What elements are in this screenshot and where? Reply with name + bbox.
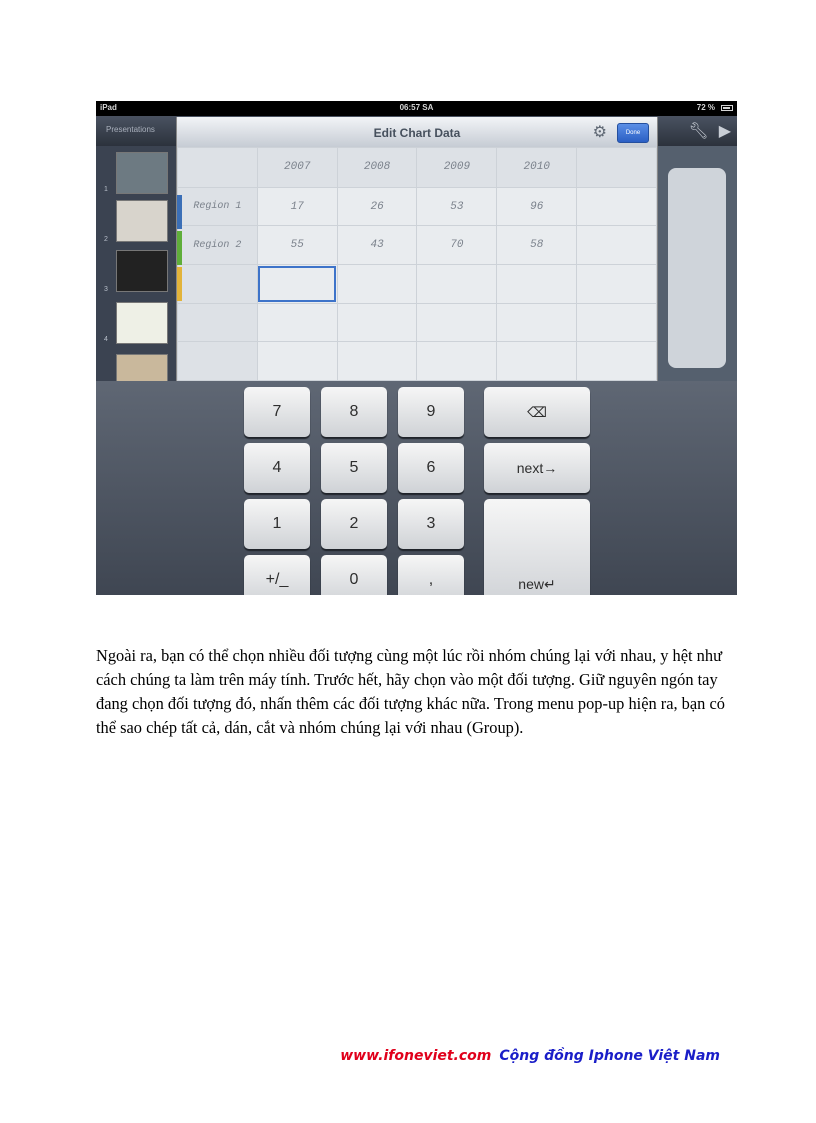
data-cell[interactable] [337, 342, 417, 381]
column-header[interactable]: 2007 [257, 148, 337, 188]
clock: 06:57 SA [399, 103, 434, 112]
data-cell[interactable]: 53 [417, 187, 497, 226]
table-row [178, 265, 657, 304]
chart-data-grid [177, 147, 657, 381]
data-cell[interactable]: 17 [257, 187, 337, 226]
column-header[interactable]: 2008 [337, 148, 417, 188]
comma-key[interactable]: , [398, 555, 464, 595]
data-cell[interactable] [337, 265, 417, 304]
slide-number: 2 [104, 236, 108, 243]
key-3[interactable]: 3 [398, 499, 464, 549]
key-8[interactable]: 8 [321, 387, 387, 437]
plus-minus-key[interactable]: +/_ [244, 555, 310, 595]
data-cell[interactable]: 26 [337, 187, 417, 226]
column-header[interactable]: 2009 [417, 148, 497, 188]
dialog-title: Edit Chart Data [373, 126, 461, 140]
battery-icon [721, 105, 733, 111]
gear-icon[interactable]: ⚙ [592, 124, 607, 141]
done-button[interactable]: Done [617, 123, 649, 143]
data-cell[interactable] [577, 342, 657, 381]
table-row [178, 226, 657, 265]
carrier-label: iPad [100, 103, 117, 112]
row-color-bar [177, 195, 182, 229]
row-color-bar [177, 267, 182, 301]
slide-canvas-edge [656, 146, 737, 381]
data-cell[interactable] [577, 187, 657, 226]
column-header[interactable]: 2010 [497, 148, 577, 188]
row-header[interactable] [178, 303, 258, 342]
data-cell[interactable] [257, 342, 337, 381]
slide-navigator [96, 146, 176, 381]
row-header[interactable]: Region 1 [178, 187, 258, 226]
key-0[interactable]: 0 [321, 555, 387, 595]
slide-canvas [668, 168, 726, 368]
data-cell[interactable] [417, 303, 497, 342]
footer-url[interactable]: www.ifoneviet.com [340, 1048, 492, 1064]
row-header[interactable] [178, 265, 258, 304]
status-bar [96, 101, 737, 116]
corner-cell[interactable] [178, 148, 258, 188]
slide-number: 4 [104, 336, 108, 343]
data-cell[interactable] [417, 265, 497, 304]
data-cell[interactable] [497, 342, 577, 381]
data-cell[interactable]: 96 [497, 187, 577, 226]
ipad-screenshot [96, 101, 737, 595]
data-cell[interactable] [577, 265, 657, 304]
key-2[interactable]: 2 [321, 499, 387, 549]
data-cell[interactable]: 55 [257, 226, 337, 265]
data-cell[interactable]: 43 [337, 226, 417, 265]
selected-cell[interactable] [257, 265, 337, 304]
new-key[interactable]: new↵ [484, 499, 590, 595]
data-cell[interactable] [577, 303, 657, 342]
slide-thumbnail[interactable] [116, 302, 168, 344]
data-cell[interactable]: 58 [497, 226, 577, 265]
battery-percent: 72 % [696, 103, 715, 112]
key-9[interactable]: 9 [398, 387, 464, 437]
data-cell[interactable] [417, 342, 497, 381]
key-5[interactable]: 5 [321, 443, 387, 493]
data-cell[interactable] [337, 303, 417, 342]
slide-thumbnail[interactable] [116, 250, 168, 292]
data-cell[interactable] [497, 303, 577, 342]
backspace-icon: ⌫ [527, 404, 547, 420]
slide-thumbnail[interactable] [116, 200, 168, 242]
slide-number: 1 [104, 186, 108, 193]
data-cell[interactable] [577, 148, 657, 188]
presentations-button[interactable]: Presentations [106, 125, 155, 134]
page-footer [340, 1048, 720, 1064]
row-header[interactable]: Region 2 [178, 226, 258, 265]
table-row [178, 148, 657, 188]
table-row [178, 342, 657, 381]
table-row [178, 303, 657, 342]
play-icon[interactable]: ▶ [718, 123, 731, 140]
toolbar-tools [678, 121, 731, 141]
row-header[interactable] [178, 342, 258, 381]
slide-thumbnail[interactable] [116, 354, 168, 382]
key-4[interactable]: 4 [244, 443, 310, 493]
key-7[interactable]: 7 [244, 387, 310, 437]
key-1[interactable]: 1 [244, 499, 310, 549]
data-cell[interactable] [577, 226, 657, 265]
body-paragraph: Ngoài ra, bạn có thể chọn nhiều đối tượng cùng một lúc rồi nhóm chúng lại với nhau, y hệt như cách chúng ta làm trên máy tính. Trước hết, hãy chọn vào một đối tượng. Giữ nguyên ngón tay đang chọn đối tượng đó, nhấn thêm các đối tượng khác nữa. Trong menu pop-up hiện ra, bạn có thể sao chép tất cả, dán, cắt và nhóm chúng lại với nhau (Group). [96, 646, 725, 737]
data-cell[interactable] [257, 303, 337, 342]
footer-community: Cộng đồng Iphone Việt Nam [499, 1048, 720, 1064]
numeric-keypad [96, 381, 737, 595]
key-6[interactable]: 6 [398, 443, 464, 493]
next-key[interactable]: next→ [484, 443, 590, 493]
data-cell[interactable] [497, 265, 577, 304]
backspace-key[interactable] [484, 387, 590, 437]
data-cell[interactable]: 70 [417, 226, 497, 265]
row-color-bar [177, 231, 182, 265]
dialog-header [177, 117, 657, 148]
edit-chart-data-dialog [176, 117, 658, 381]
wrench-icon[interactable]: 🔧︎ [688, 123, 709, 140]
slide-thumbnail[interactable] [116, 152, 168, 194]
table-row [178, 187, 657, 226]
slide-number: 3 [104, 286, 108, 293]
